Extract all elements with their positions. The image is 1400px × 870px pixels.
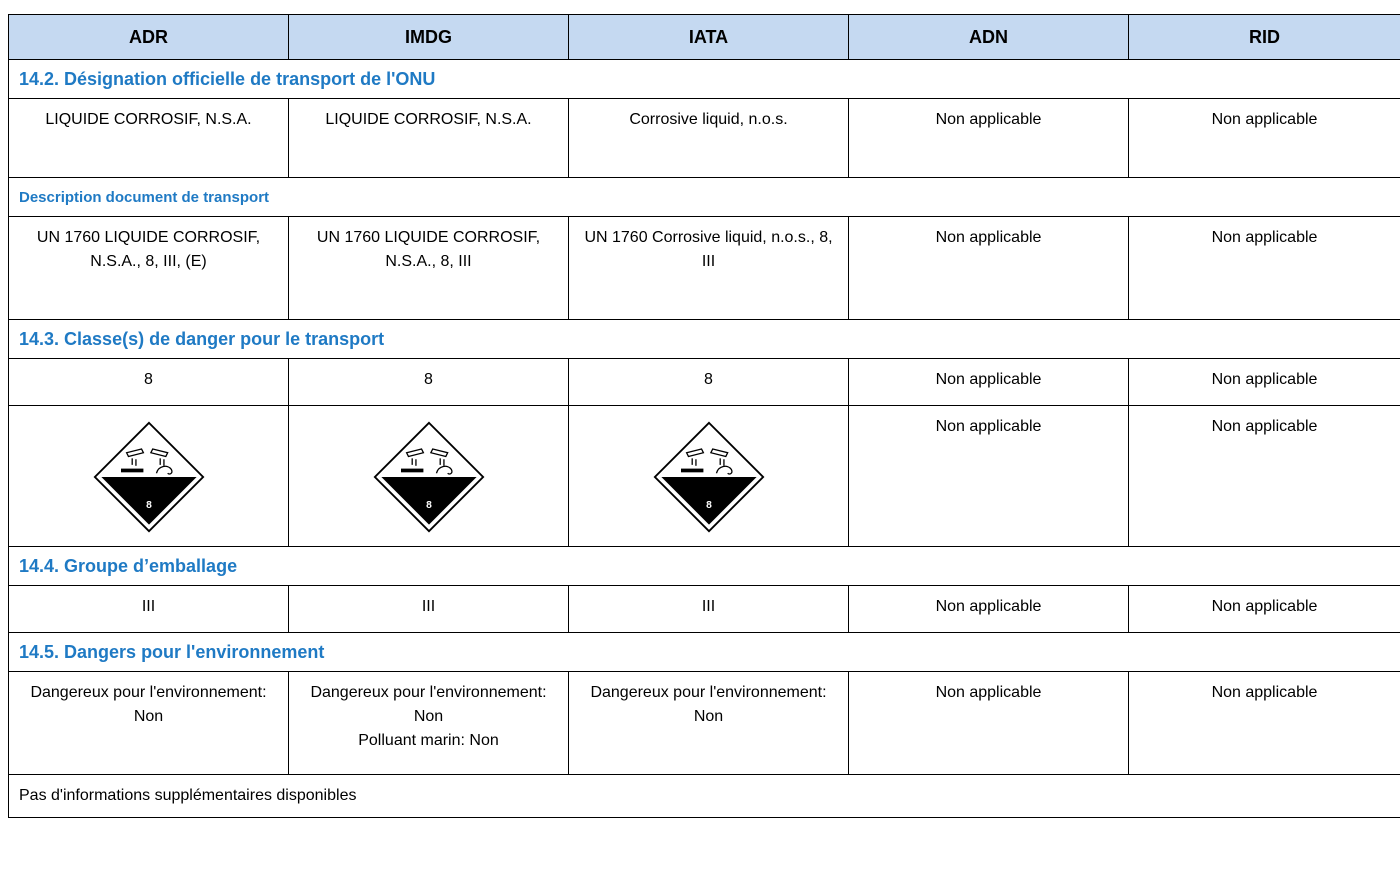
env-adn: Non applicable [849,672,1129,775]
transport-info-table [8,14,1400,818]
section-row [9,320,1400,359]
class-adn: Non applicable [849,359,1129,406]
corrosive-class-8-diamond-icon [93,421,205,533]
designation-iata: Corrosive liquid, n.o.s. [569,99,849,178]
header-imdg: IMDG [289,15,569,60]
doc-iata: UN 1760 Corrosive liquid, n.o.s., 8, III [569,217,849,320]
env-iata: Dangereux pour l'environnement: Non [569,672,849,775]
packing-imdg: III [289,586,569,633]
table-row [9,586,1400,633]
corrosive-class-8-diamond-icon [653,421,765,533]
section-row [9,547,1400,586]
class-imdg: 8 [289,359,569,406]
packing-rid: Non applicable [1129,586,1400,633]
picto-cell-adr [9,406,289,547]
table-row [9,672,1400,775]
section-title-designation: 14.2. Désignation officielle de transport de l'ONU [9,60,1400,99]
header-iata: IATA [569,15,849,60]
doc-imdg: UN 1760 LIQUIDE CORROSIF, N.S.A., 8, III [289,217,569,320]
doc-adr: UN 1760 LIQUIDE CORROSIF, N.S.A., 8, III, (E) [9,217,289,320]
section-title-packing: 14.4. Groupe d’emballage [9,547,1400,586]
corrosive-class-8-diamond-icon [373,421,485,533]
packing-adn: Non applicable [849,586,1129,633]
header-row [9,15,1400,60]
section-title-doc: Description document de transport [9,178,1400,217]
header-adr: ADR [9,15,289,60]
env-imdg-hazard: Dangereux pour l'environnement: Non [310,684,547,725]
env-adr: Dangereux pour l'environnement: Non [9,672,289,775]
designation-adr: LIQUIDE CORROSIF, N.S.A. [9,99,289,178]
picto-rid: Non applicable [1129,406,1400,547]
table-row [9,406,1400,547]
table-row [9,359,1400,406]
class-rid: Non applicable [1129,359,1400,406]
env-imdg-marine-pollutant: Polluant marin: Non [358,732,499,749]
picto-adn: Non applicable [849,406,1129,547]
table-row [9,99,1400,178]
section-title-class: 14.3. Classe(s) de danger pour le transport [9,320,1400,359]
picto-cell-imdg [289,406,569,547]
env-rid: Non applicable [1129,672,1400,775]
header-rid: RID [1129,15,1400,60]
designation-imdg: LIQUIDE CORROSIF, N.S.A. [289,99,569,178]
designation-adn: Non applicable [849,99,1129,178]
class-adr: 8 [9,359,289,406]
doc-adn: Non applicable [849,217,1129,320]
doc-rid: Non applicable [1129,217,1400,320]
picto-cell-iata [569,406,849,547]
picto-class-label: 8 [145,499,152,511]
table-row [9,217,1400,320]
packing-adr: III [9,586,289,633]
picto-class-label: 8 [425,499,432,511]
packing-iata: III [569,586,849,633]
footer-note: Pas d'informations supplémentaires disponibles [9,775,1400,818]
section-row [9,178,1400,217]
section-row [9,60,1400,99]
picto-class-label: 8 [705,499,712,511]
env-imdg [289,672,569,775]
section-title-environment: 14.5. Dangers pour l'environnement [9,633,1400,672]
footer-row [9,775,1400,818]
designation-rid: Non applicable [1129,99,1400,178]
section-row [9,633,1400,672]
header-adn: ADN [849,15,1129,60]
class-iata: 8 [569,359,849,406]
